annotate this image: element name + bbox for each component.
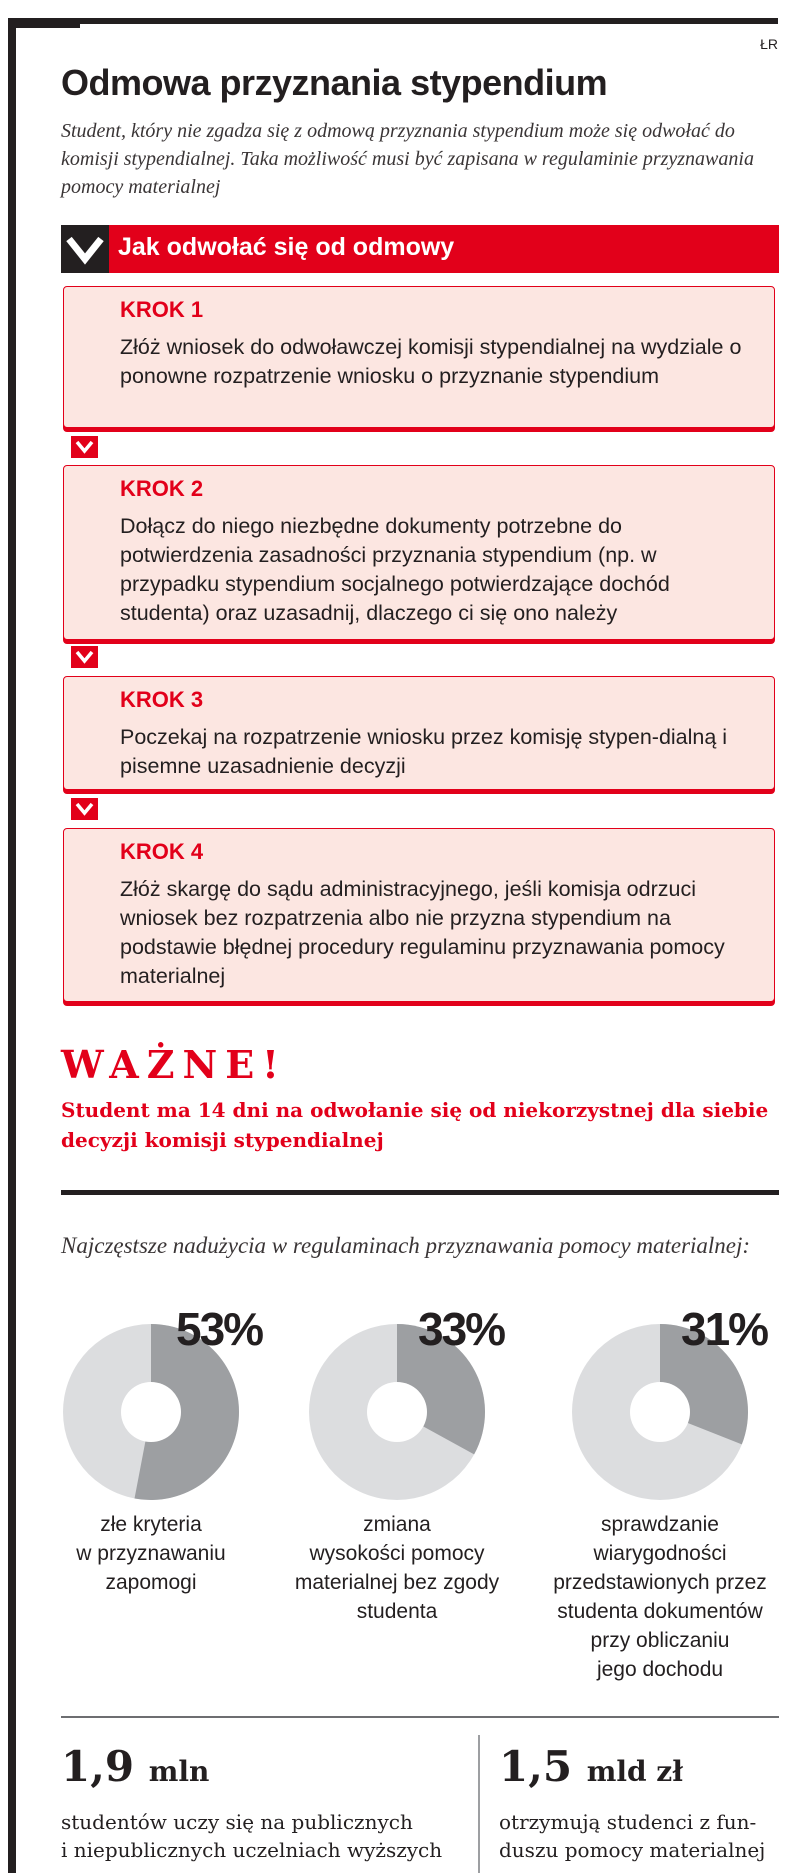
donut-percent-label: 31% xyxy=(681,1303,768,1355)
step-label: KROK 1 xyxy=(120,297,204,322)
caption-line: studenta dokumentów xyxy=(557,1600,763,1623)
facts-divider xyxy=(478,1735,480,1873)
caption-line: przy obliczaniu xyxy=(590,1629,730,1652)
page-title: Odmowa przyznania stypendium xyxy=(61,62,608,103)
fact-text-line: studentów uczy się na publicznych xyxy=(61,1810,413,1834)
donut-caption xyxy=(21,1510,281,1597)
step-label: KROK 3 xyxy=(120,687,204,712)
caption-line: wiarygodności xyxy=(593,1542,727,1565)
caption-line: jego dochodu xyxy=(596,1658,724,1681)
donut-caption xyxy=(267,1510,527,1626)
important-heading: WAŻNE! xyxy=(61,1042,287,1087)
caption-line: studenta xyxy=(356,1600,438,1623)
donut-percent-label: 53% xyxy=(176,1303,263,1355)
important-text: Student ma 14 dni na odwołanie się od niekorzystnej dla siebie decyzji komisji stypendialnej xyxy=(61,1098,769,1152)
donut-caption xyxy=(530,1510,790,1684)
step-text: Dołącz do niego niezbędne dokumenty potrzebne do potwierdzenia zasadności przyznania stypendium (np. w przypadku stypendium socjalnego potwierdzające dochód studenta) oraz uzasadnij, dlaczego ci się ono należy xyxy=(120,514,670,625)
step-label: KROK 2 xyxy=(120,476,204,501)
step-text: Poczekaj na rozpatrzenie wniosku przez komisję stypen-dialną i pisemne uzasadnienie decyzji xyxy=(120,725,728,778)
bottom-rule xyxy=(61,1716,779,1718)
caption-line: w przyznawaniu xyxy=(76,1542,226,1565)
steps-title: Jak odwołać się od odmowy xyxy=(118,233,455,261)
chart-title: Najczęstsze nadużycia w regulaminach przyznawania pomocy materialnej: xyxy=(61,1233,751,1258)
step-label: KROK 4 xyxy=(120,839,204,864)
step-text: Złóż wniosek do odwoławczej komisji stypendialnej na wydziale o ponowne rozpatrzenie wniosku o przyznanie stypendium xyxy=(120,335,742,388)
author-credit: ŁR xyxy=(760,36,778,52)
fact-number: 1,5 xyxy=(499,1742,573,1791)
caption-line: złe kryteria xyxy=(100,1513,202,1536)
page-subtitle: Student, który nie zgadza się z odmową przyznania stypendium może się odwołać do komisji stypendialnej. Taka możliwość musi być zapisana w regulaminie przyznawania pomocy materialnej xyxy=(61,120,754,198)
caption-line: sprawdzanie xyxy=(601,1513,719,1536)
fact-text-students xyxy=(61,1808,442,1864)
fact-value-students xyxy=(61,1742,209,1791)
donut-hole xyxy=(630,1382,690,1442)
fact-text-line: duszu pomocy materialnej xyxy=(499,1838,766,1862)
caption-line: materialnej bez zgody xyxy=(294,1571,500,1594)
fact-value-funds xyxy=(499,1742,683,1791)
caption-line: zmiana xyxy=(363,1513,431,1536)
caption-line: przedstawionych przez xyxy=(553,1571,767,1594)
fact-number: 1,9 xyxy=(61,1742,135,1791)
step-text: Złóż skargę do sądu administracyjnego, jeśli komisja odrzuci wniosek bez rozpatrzenia albo nie przyzna stypendium na podstawie błędnej procedury regulaminu przyznawania pomocy materialnej xyxy=(120,877,725,988)
donut-percent-label: 33% xyxy=(418,1303,505,1355)
fact-text-line: i niepublicznych uczelniach wyższych xyxy=(61,1838,443,1862)
fact-unit: mld zł xyxy=(586,1755,683,1788)
fact-text-funds xyxy=(499,1808,765,1864)
caption-line: wysokości pomocy xyxy=(309,1542,485,1565)
donut-hole xyxy=(367,1382,427,1442)
fact-unit: mln xyxy=(148,1755,210,1788)
donut-hole xyxy=(121,1382,181,1442)
caption-line: zapomogi xyxy=(105,1571,197,1594)
fact-text-line: otrzymują studenci z fun- xyxy=(499,1810,757,1834)
